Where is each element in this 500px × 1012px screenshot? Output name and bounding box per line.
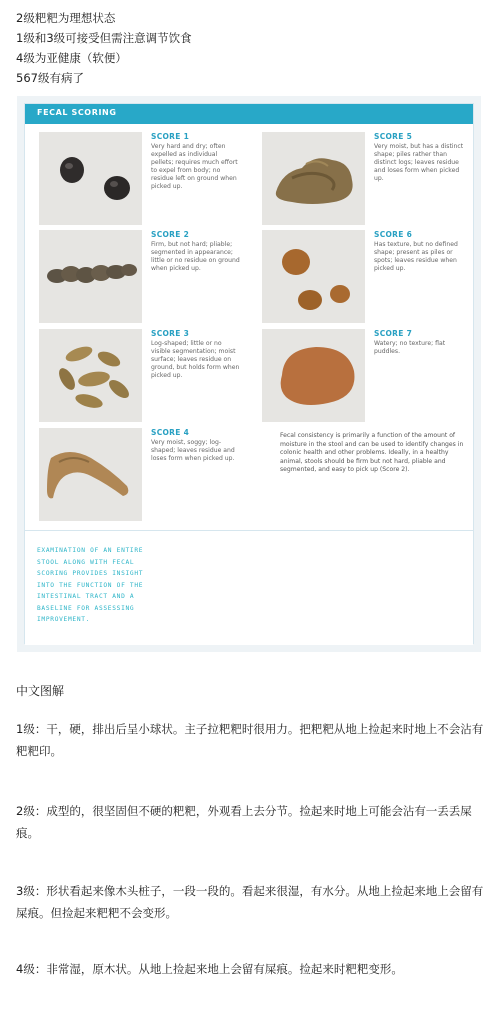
score-5-text: [374, 132, 464, 183]
intro-line: 4级为亚健康（软便）: [16, 51, 127, 65]
intro-line: 2级粑粑为理想状态: [16, 11, 116, 25]
score-5-desc: Very moist, but has a distinct shape; piles rather than distinct logs; leaves residue and loses form when picked up.: [374, 143, 464, 182]
score-2-title: SCORE 2: [151, 230, 190, 239]
score-4-desc: Very moist, soggy; log-shaped; leaves residue and loses form when picked up.: [151, 439, 235, 462]
score-3-title: SCORE 3: [151, 329, 190, 338]
chinese-section-heading: 中文图解: [16, 684, 65, 698]
score-1-title: SCORE 1: [151, 132, 190, 141]
score-6-photo: [262, 230, 365, 323]
chinese-para-score-2: 2级：成型的，很坚固但不硬的粑粑，外观看上去分节。捡起来时地上可能会沾有一丢丢屎痕。: [16, 804, 472, 840]
score-3-text: [151, 329, 241, 380]
card-header: [25, 104, 473, 124]
chinese-para-score-1: 1级：干，硬，排出后呈小球状。主子拉粑粑时很用力。把粑粑从地上捡起来时地上不会沾有粑粑印。: [16, 722, 484, 758]
score-1-desc: Very hard and dry; often expelled as individual pellets; requires much effort to expel from body; no residue left on ground when picked up.: [151, 143, 238, 190]
score-5-title: SCORE 5: [374, 132, 413, 141]
score-6-text: [374, 230, 464, 273]
chinese-para-score-4: 4级：非常湿，原木状。从地上捡起来地上会留有屎痕。捡起来时粑粑变形。: [16, 962, 403, 976]
score-4-text: [151, 428, 241, 463]
score-6-title: SCORE 6: [374, 230, 413, 239]
score-3-desc: Log-shaped; little or no visible segmentation; moist surface; leaves residue on ground, but holds form when picked up.: [151, 340, 240, 379]
score-7-text: [374, 329, 464, 356]
score-4-photo: [39, 428, 142, 521]
score-6-desc: Has texture, but no defined shape; present as piles or spots; leaves residue when picked up.: [374, 241, 458, 272]
fecal-scoring-card: [24, 103, 474, 644]
score-7-desc: Watery; no texture; flat puddles.: [374, 340, 446, 355]
card-title: FECAL SCORING: [37, 108, 117, 117]
intro-line: 1级和3级可接受但需注意调节饮食: [16, 31, 192, 45]
score-4-title: SCORE 4: [151, 428, 190, 437]
score-7-photo: [262, 329, 365, 422]
score-5-photo: [262, 132, 365, 225]
intro-line: 567级有病了: [16, 71, 84, 85]
score-7-title: SCORE 7: [374, 329, 413, 338]
examination-text: EXAMINATION OF AN ENTIRE STOOL ALONG WITH FECAL SCORING PROVIDES INSIGHT INTO THE FUNCTION OF THE INTESTINAL TRACT AND A BASELINE FOR ASSESSING IMPROVEMENT.: [37, 547, 144, 623]
score-2-photo: [39, 230, 142, 323]
score-2-desc: Firm, but not hard; pliable; segmented in appearance; little or no residue on ground when picked up.: [151, 241, 240, 272]
score-2-text: [151, 230, 241, 273]
intro-lines: [16, 8, 192, 88]
fecal-scoring-chart-image: [17, 96, 481, 652]
examination-box: [25, 530, 473, 645]
score-3-photo: [39, 329, 142, 422]
fecal-consistency-note: Fecal consistency is primarily a function of the amount of moisture in the stool and can be used to identify changes in colonic health and other problems. Ideally, in a healthy animal, stools should be firm but not hard, pliable and segmented, and easy to pick up (Score 2).: [280, 432, 464, 474]
chinese-para-score-3: 3级：形状看起来像木头桩子，一段一段的。看起来很湿，有水分。从地上捡起来地上会留有屎痕。但捡起来粑粑不会变形。: [16, 884, 484, 920]
score-1-photo: [39, 132, 142, 225]
score-1-text: [151, 132, 241, 191]
